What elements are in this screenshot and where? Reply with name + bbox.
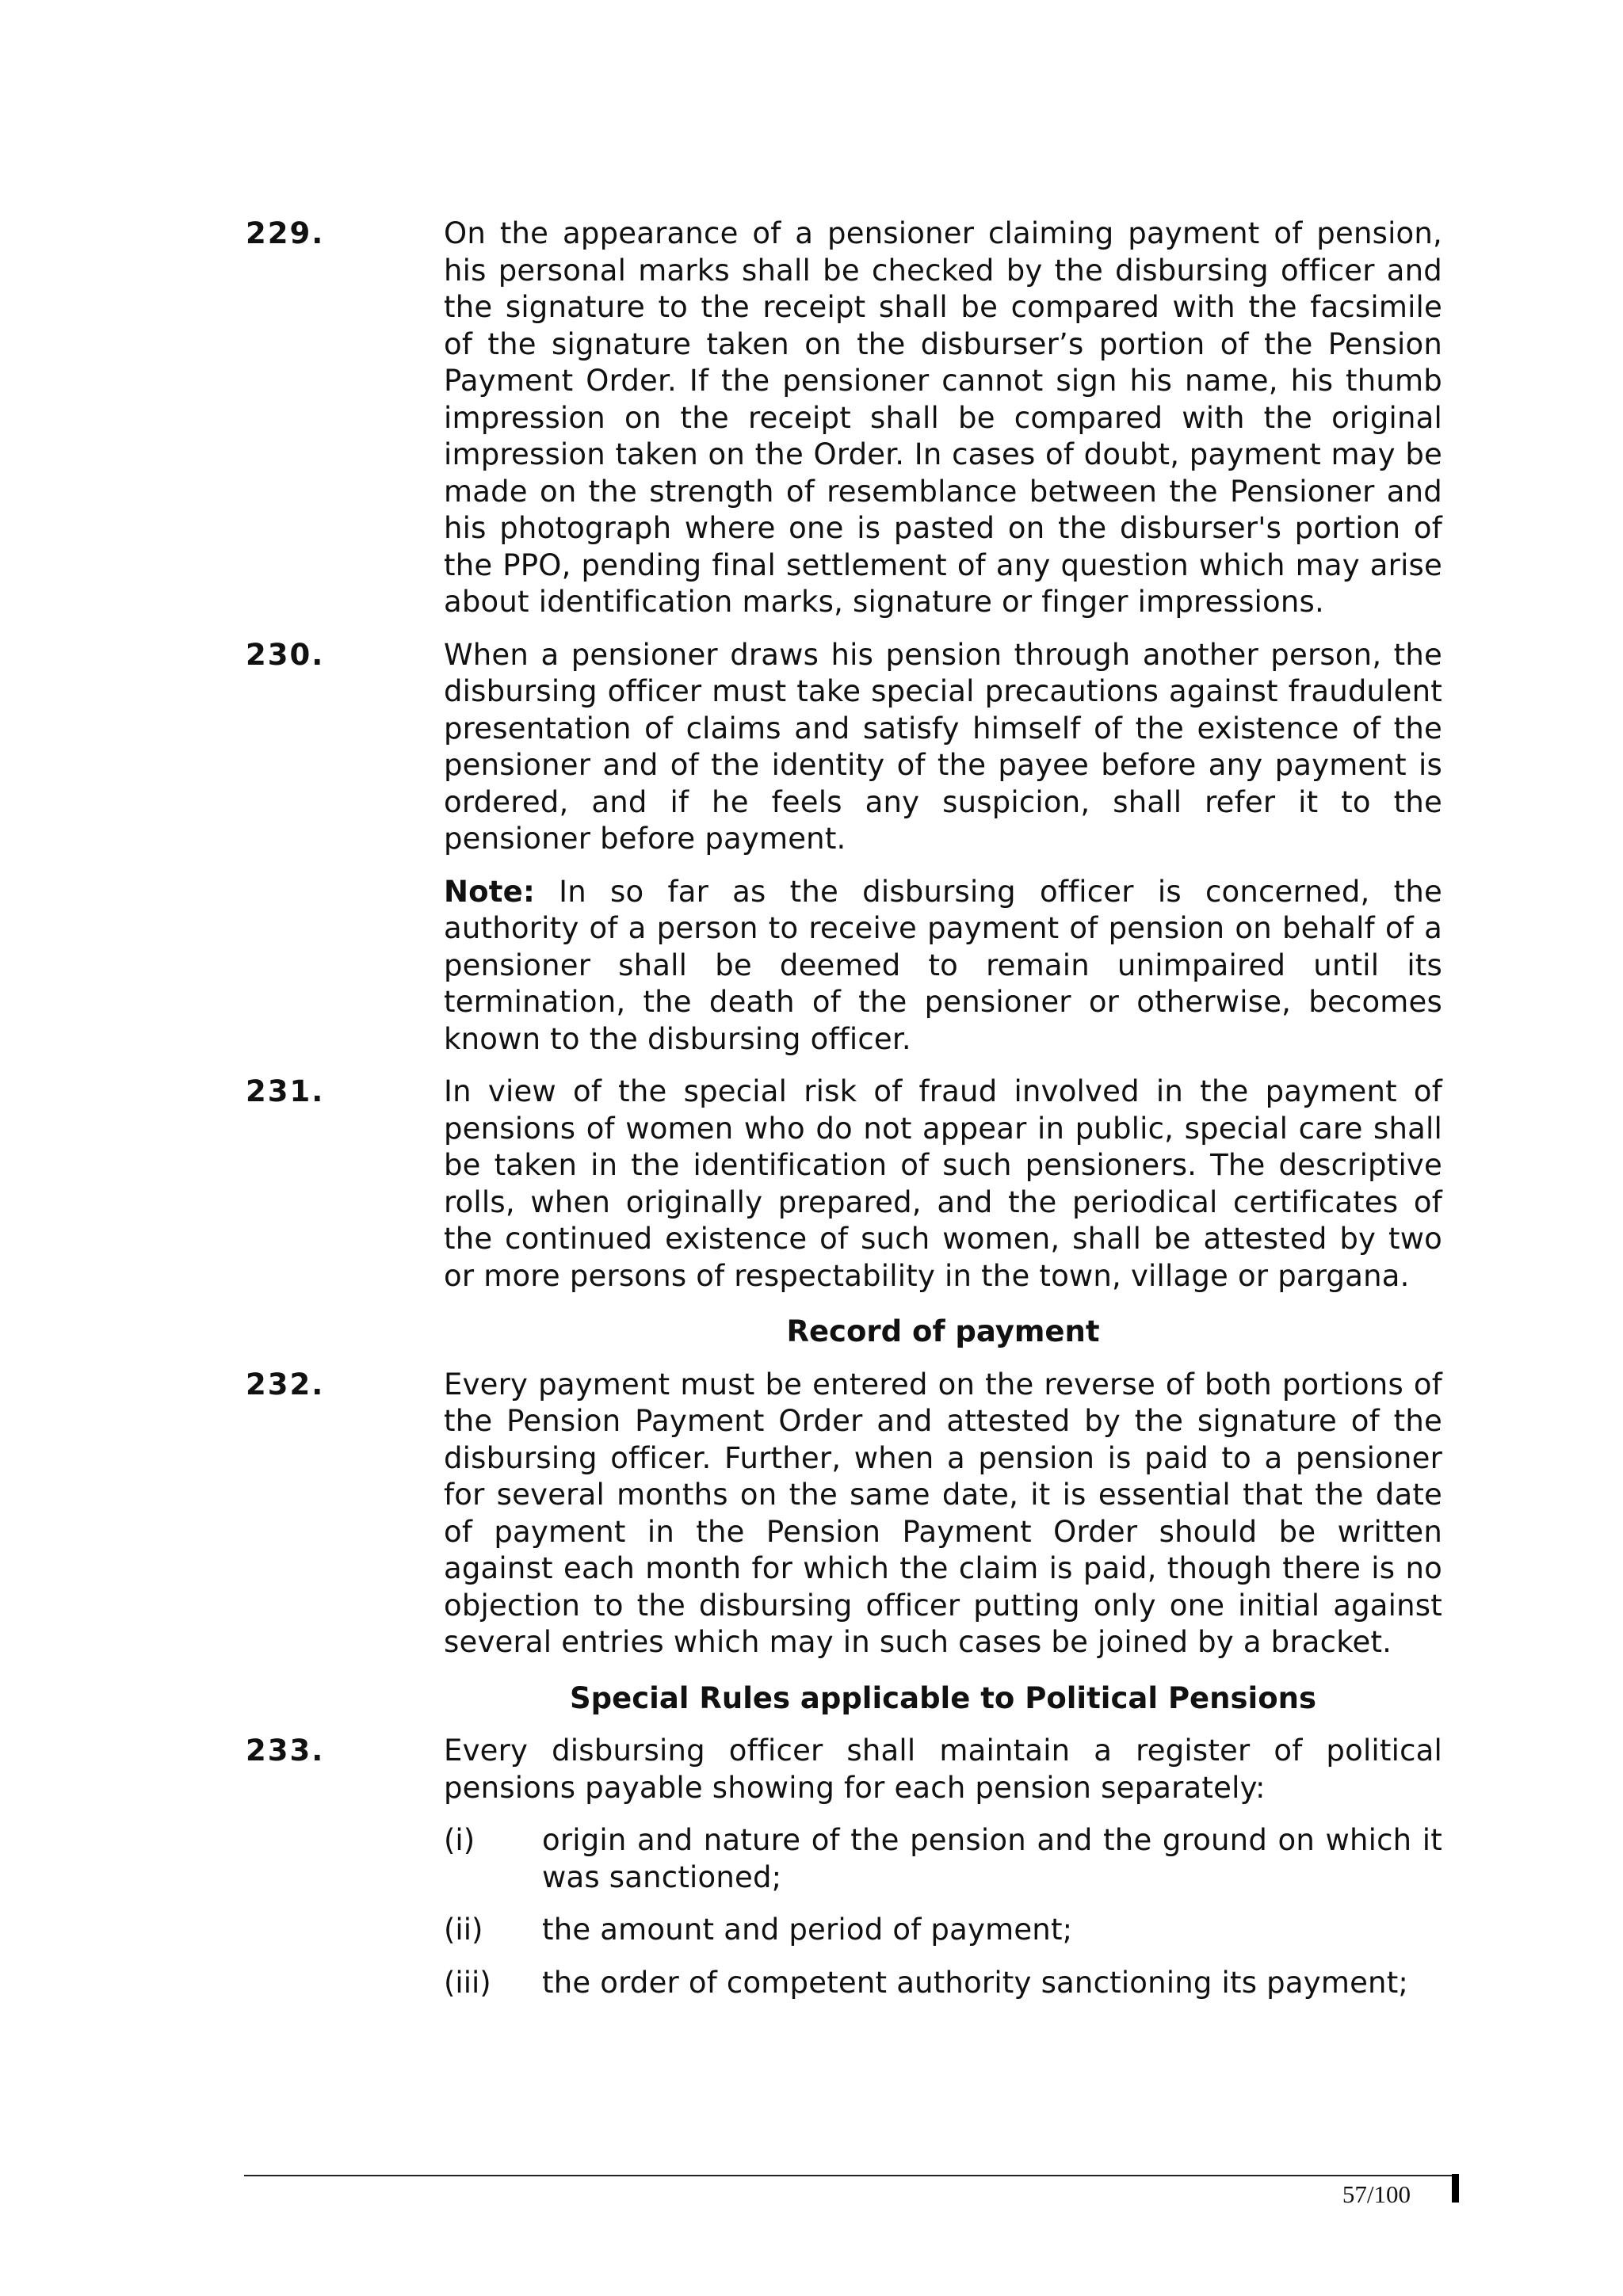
paragraph-body bbox=[444, 215, 1442, 621]
page-number: 57/100 bbox=[1342, 2180, 1411, 2208]
paragraph-text: Every payment must be entered on the reverse of both portions of the Pension Payment Order and attested by the signature of the disbursing officer. Further, when a pension is paid to a pensioner for several months on the same date, it is essential that the date of payment in the Pension Payment Order should be written against each month for which the claim is paid, though there is no objection to the disbursing officer putting only one initial against several entries which may in such cases be joined by a bracket. bbox=[444, 1367, 1442, 1659]
paragraph-body bbox=[444, 1367, 1442, 1661]
sub-item bbox=[444, 1965, 1442, 2002]
paragraph-231 bbox=[246, 1074, 1442, 1295]
section-heading-political-pensions: Special Rules applicable to Political Pensions bbox=[569, 1680, 1316, 1715]
footer-bar-mark bbox=[1452, 2174, 1459, 2203]
paragraph-text: When a pensioner draws his pension through another person, the disbursing officer must take special precautions against fraudulent presentation of claims and satisfy himself of the existence of the pensioner and of the identity of the payee before any payment is ordered, and if he feels any suspicion, shall refer it to the pensioner before payment. bbox=[444, 637, 1442, 856]
sub-item bbox=[444, 1912, 1442, 1949]
paragraph-text: In view of the special risk of fraud involved in the payment of pensions of women who do not appear in public, special care shall be taken in the identification of such pensioners. The descriptive rolls, when originally prepared, and the periodical certificates of the continued existence of such women, shall be attested by two or more persons of respectability in the town, village or pargana. bbox=[444, 1074, 1442, 1293]
note-text: In so far as the disbursing officer is concerned, the authority of a person to receive payment of pension on behalf of a pensioner shall be deemed to remain unimpaired until its termination, the death of the pensioner or otherwise, becomes known to the disbursing officer. bbox=[444, 874, 1442, 1056]
sub-item-list bbox=[444, 1822, 1442, 2001]
paragraph-number: 233. bbox=[246, 1733, 325, 1768]
paragraph-232 bbox=[246, 1367, 1442, 1661]
section-heading-record-of-payment: Record of payment bbox=[786, 1314, 1100, 1348]
sub-item-label: (iii) bbox=[444, 1965, 491, 2000]
paragraph-text: On the appearance of a pensioner claiming payment of pension, his personal marks shall be checked by the disbursing officer and the signature to the receipt shall be compared with the facsimile of the signature taken on the disburser’s portion of the Pension Payment Order. If the pensioner cannot sign his name, his thumb impression on the receipt shall be compared with the original impression taken on the Order. In cases of doubt, payment may be made on the strength of resemblance between the Pensioner and his photograph where one is pasted on the disburser's portion of the PPO, pending final settlement of any question which may arise about identification marks, signature or finger impressions. bbox=[444, 216, 1442, 619]
paragraph-text: Every disbursing officer shall maintain a register of political pensions payable showing for each pension separately: bbox=[444, 1733, 1442, 1805]
paragraph-body bbox=[444, 637, 1442, 1058]
paragraph-number: 229. bbox=[246, 216, 325, 250]
sub-item-label: (ii) bbox=[444, 1913, 483, 1947]
paragraph-230 bbox=[246, 637, 1442, 1058]
document-content bbox=[246, 215, 1442, 2033]
paragraph-229 bbox=[246, 215, 1442, 621]
paragraph-number: 230. bbox=[246, 637, 325, 672]
footer-divider bbox=[244, 2175, 1457, 2176]
paragraph-number: 232. bbox=[246, 1367, 325, 1402]
paragraph-body bbox=[444, 1733, 1442, 2017]
sub-item-text: origin and nature of the pension and the ground on which it was sanctioned; bbox=[542, 1823, 1442, 1894]
note-label: Note: bbox=[444, 874, 535, 909]
sub-item-text: the order of competent authority sanctioning its payment; bbox=[542, 1965, 1409, 2000]
sub-item-label: (i) bbox=[444, 1823, 475, 1857]
paragraph-number: 231. bbox=[246, 1074, 325, 1108]
sub-item bbox=[444, 1822, 1442, 1896]
sub-item-text: the amount and period of payment; bbox=[542, 1913, 1073, 1947]
note bbox=[444, 874, 1442, 1058]
paragraph-body bbox=[444, 1074, 1442, 1295]
paragraph-233 bbox=[246, 1733, 1442, 2017]
